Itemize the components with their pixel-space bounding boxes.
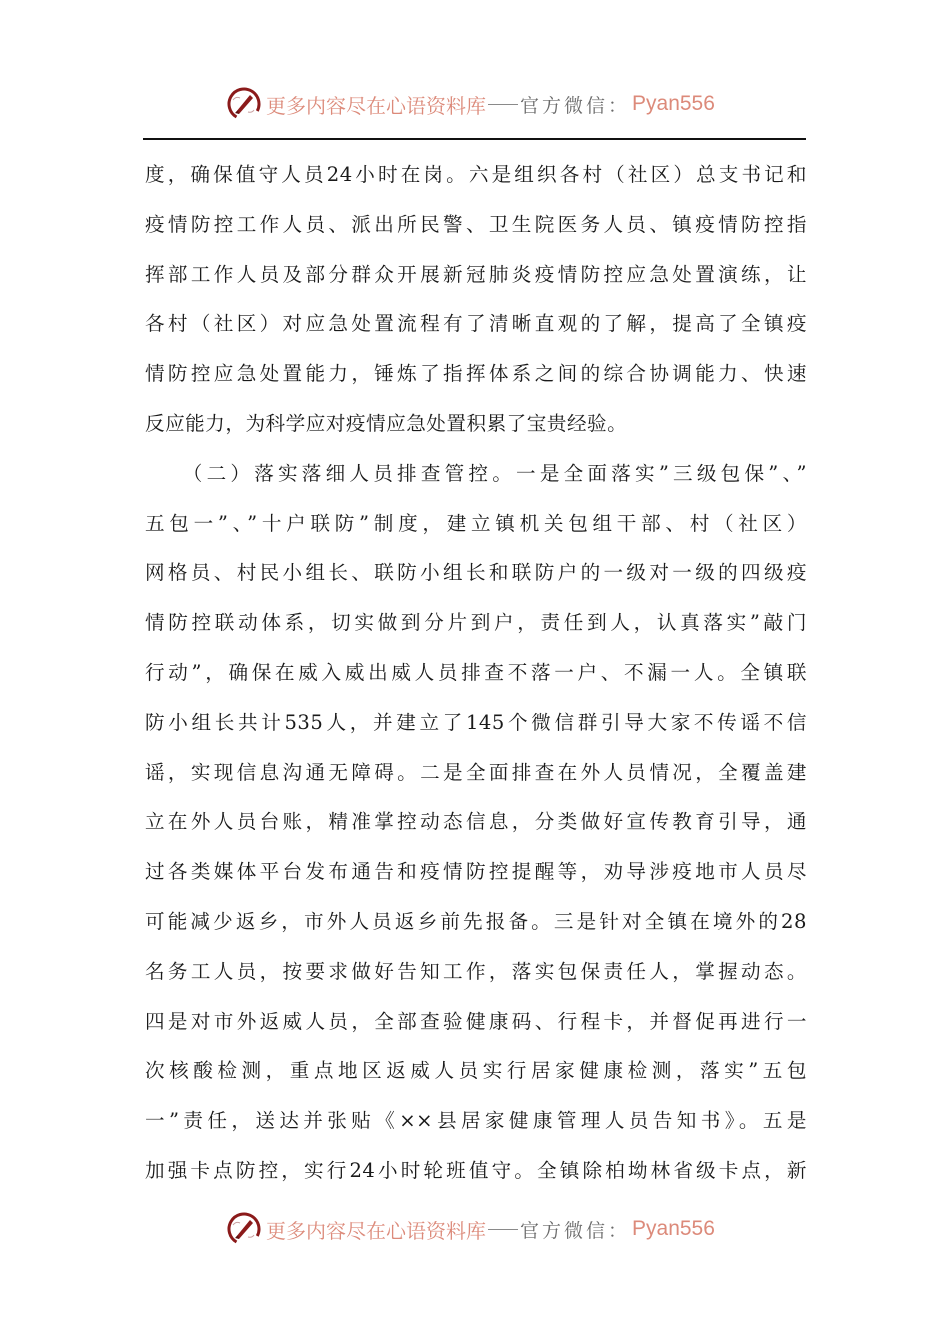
text-line-paragraph-end: 反应能力，为科学应对疫情应急处置积累了宝贵经验。 (145, 411, 628, 435)
banner-wechat-label: 官方微信： (520, 94, 631, 117)
text-line: 度，确保值守人员24小时在岗。六是组织各村（社区）总支书记和 (145, 163, 807, 186)
text-line: 情防控联动体系，切实做到分片到户，责任到人，认真落实”敲门 (145, 611, 807, 635)
quill-pen-logo-icon (226, 1211, 262, 1247)
text-line: 疫情防控工作人员、派出所民警、卫生院医务人员、镇疫情防控指 (145, 212, 807, 236)
header-divider (143, 138, 806, 140)
text-line: 防小组长共计535人，并建立了145个微信群引导大家不传谣不信 (145, 710, 807, 734)
text-line: 挥部工作人员及部分群众开展新冠肺炎疫情防控应急处置演练，让 (145, 262, 807, 286)
text-line: 过各类媒体平台发布通告和疫情防控提醒等，劝导涉疫地市人员尽 (145, 860, 807, 884)
quill-pen-logo-icon (226, 86, 262, 122)
document-body (145, 150, 807, 1196)
text-line: 四是对市外返威人员，全部查验健康码、行程卡，并督促再进行一 (145, 1009, 807, 1033)
banner-wechat-label: 官方微信： (520, 1219, 631, 1242)
text-line: 可能减少返乡，市外人员返乡前先报备。三是针对全镇在境外的28 (145, 909, 807, 933)
text-line: 立在外人员台账，精准掌控动态信息，分类做好宣传教育引导，通 (145, 810, 807, 834)
banner-dash (488, 104, 518, 105)
text-line: 五包一”、”十户联防”制度，建立镇机关包组干部、村（社区） (145, 511, 807, 535)
text-line: 行动”，确保在威入威出威人员排查不落一户、不漏一人。全镇联 (145, 660, 807, 684)
text-line: 谣，实现信息沟通无障碍。二是全面排查在外人员情况，全覆盖建 (145, 760, 807, 784)
text-line: 网格员、村民小组长、联防小组长和联防户的一级对一级的四级疫 (145, 561, 807, 585)
header-banner (226, 82, 726, 126)
banner-dash (488, 1229, 518, 1230)
text-line: 名务工人员，按要求做好告知工作，落实包保责任人，掌握动态。 (145, 959, 807, 983)
text-line: 次核酸检测，重点地区返威人员实行居家健康检测，落实”五包 (145, 1059, 807, 1083)
banner-wechat-id: Pyan556 (632, 92, 715, 115)
footer-banner (226, 1207, 726, 1251)
text-line: 各村（社区）对应急处置流程有了清晰直观的了解，提高了全镇疫 (145, 312, 807, 336)
text-line: 加强卡点防控，实行24小时轮班值守。全镇除柏坳林省级卡点，新 (145, 1158, 807, 1182)
banner-wechat-id: Pyan556 (632, 1217, 715, 1240)
text-line: 情防控应急处置能力，锤炼了指挥体系之间的综合协调能力、快速 (145, 362, 807, 386)
text-line: 一”责任，送达并张贴《××县居家健康管理人员告知书》。五是 (145, 1109, 807, 1133)
banner-main-text: 更多内容尽在心语资料库 (266, 1218, 486, 1243)
section-heading-line: （二）落实落细人员排查管控。一是全面落实”三级包保”、” (145, 461, 807, 485)
banner-main-text: 更多内容尽在心语资料库 (266, 93, 486, 118)
